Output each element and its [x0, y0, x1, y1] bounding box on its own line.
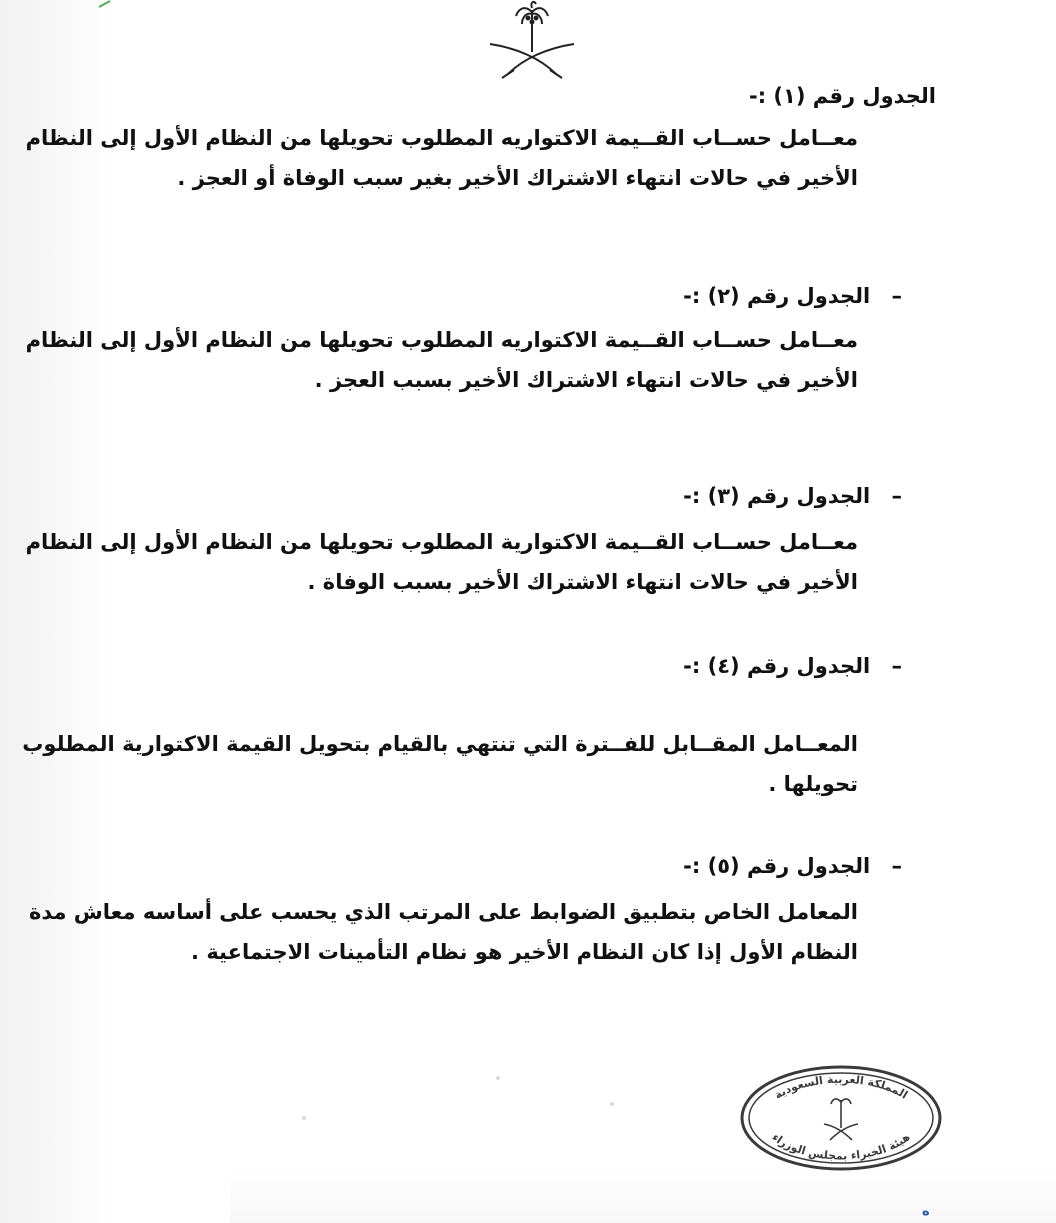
- heading-text: الجدول رقم (٤) :-: [683, 654, 871, 678]
- heading-text: الجدول رقم (٣) :-: [683, 484, 871, 508]
- scan-speck: [302, 1116, 306, 1120]
- svg-text:المملكة العربية السعودية: [772, 1073, 910, 1102]
- scan-speck: [496, 1076, 500, 1080]
- description-line: الأخير في حالات انتهاء الاشتراك الأخير بسبب الوفاة .: [307, 570, 858, 594]
- table-1-heading: [749, 76, 936, 116]
- heading-text: الجدول رقم (١) :-: [748, 84, 936, 108]
- table-5-heading: [683, 846, 902, 886]
- seal-top-text: المملكة العربية السعودية: [772, 1072, 910, 1102]
- description-line: معــامل حســاب القــيمة الاكتواريه المطلوب تحويلها من النظام الأول إلى النظام: [25, 328, 858, 352]
- table-1-description: [25, 118, 858, 198]
- table-2-description: [25, 320, 858, 400]
- description-line: النظام الأول إذا كان النظام الأخير هو نظام التأمينات الاجتماعية .: [191, 940, 858, 964]
- seal-bottom-text: هيئة الخبراء بمجلس الوزراء: [769, 1130, 913, 1163]
- svg-text:هيئة الخبراء بمجلس الوزراء: [770, 1130, 913, 1162]
- table-4-heading: [683, 646, 902, 686]
- bullet-dash: –: [891, 284, 902, 308]
- description-line: معــامل حســاب القــيمة الاكتوارية المطلوب تحويلها من النظام الأول إلى النظام: [25, 530, 858, 554]
- description-line: معــامل حســاب القــيمة الاكتواريه المطلوب تحويلها من النظام الأول إلى النظام: [25, 126, 858, 150]
- table-3-description: [25, 522, 858, 602]
- heading-text: الجدول رقم (٥) :-: [683, 854, 871, 878]
- page-corner-mark: ه: [922, 1204, 930, 1219]
- heading-text: الجدول رقم (٢) :-: [683, 284, 871, 308]
- description-line: الأخير في حالات انتهاء الاشتراك الأخير بسبب العجز .: [314, 368, 858, 392]
- table-4-description: [22, 724, 858, 804]
- description-line: المعامل الخاص بتطبيق الضوابط على المرتب الذي يحسب على أساسه معاش مدة: [28, 900, 858, 924]
- description-line: تحويلها .: [768, 772, 858, 796]
- table-2-heading: [683, 276, 902, 316]
- scan-speck: [610, 1102, 614, 1106]
- description-line: الأخير في حالات انتهاء الاشتراك الأخير بغير سبب الوفاة أو العجز .: [177, 166, 858, 190]
- table-5-description: [28, 892, 858, 972]
- bullet-dash: –: [891, 484, 902, 508]
- bullet-dash: –: [891, 654, 902, 678]
- official-seal-icon: [738, 1062, 944, 1172]
- bullet-dash: –: [891, 854, 902, 878]
- description-line: المعــامل المقــابل للفــترة التي تنتهي بالقيام بتحويل القيمة الاكتوارية المطلوب: [22, 732, 858, 756]
- table-3-heading: [683, 476, 902, 516]
